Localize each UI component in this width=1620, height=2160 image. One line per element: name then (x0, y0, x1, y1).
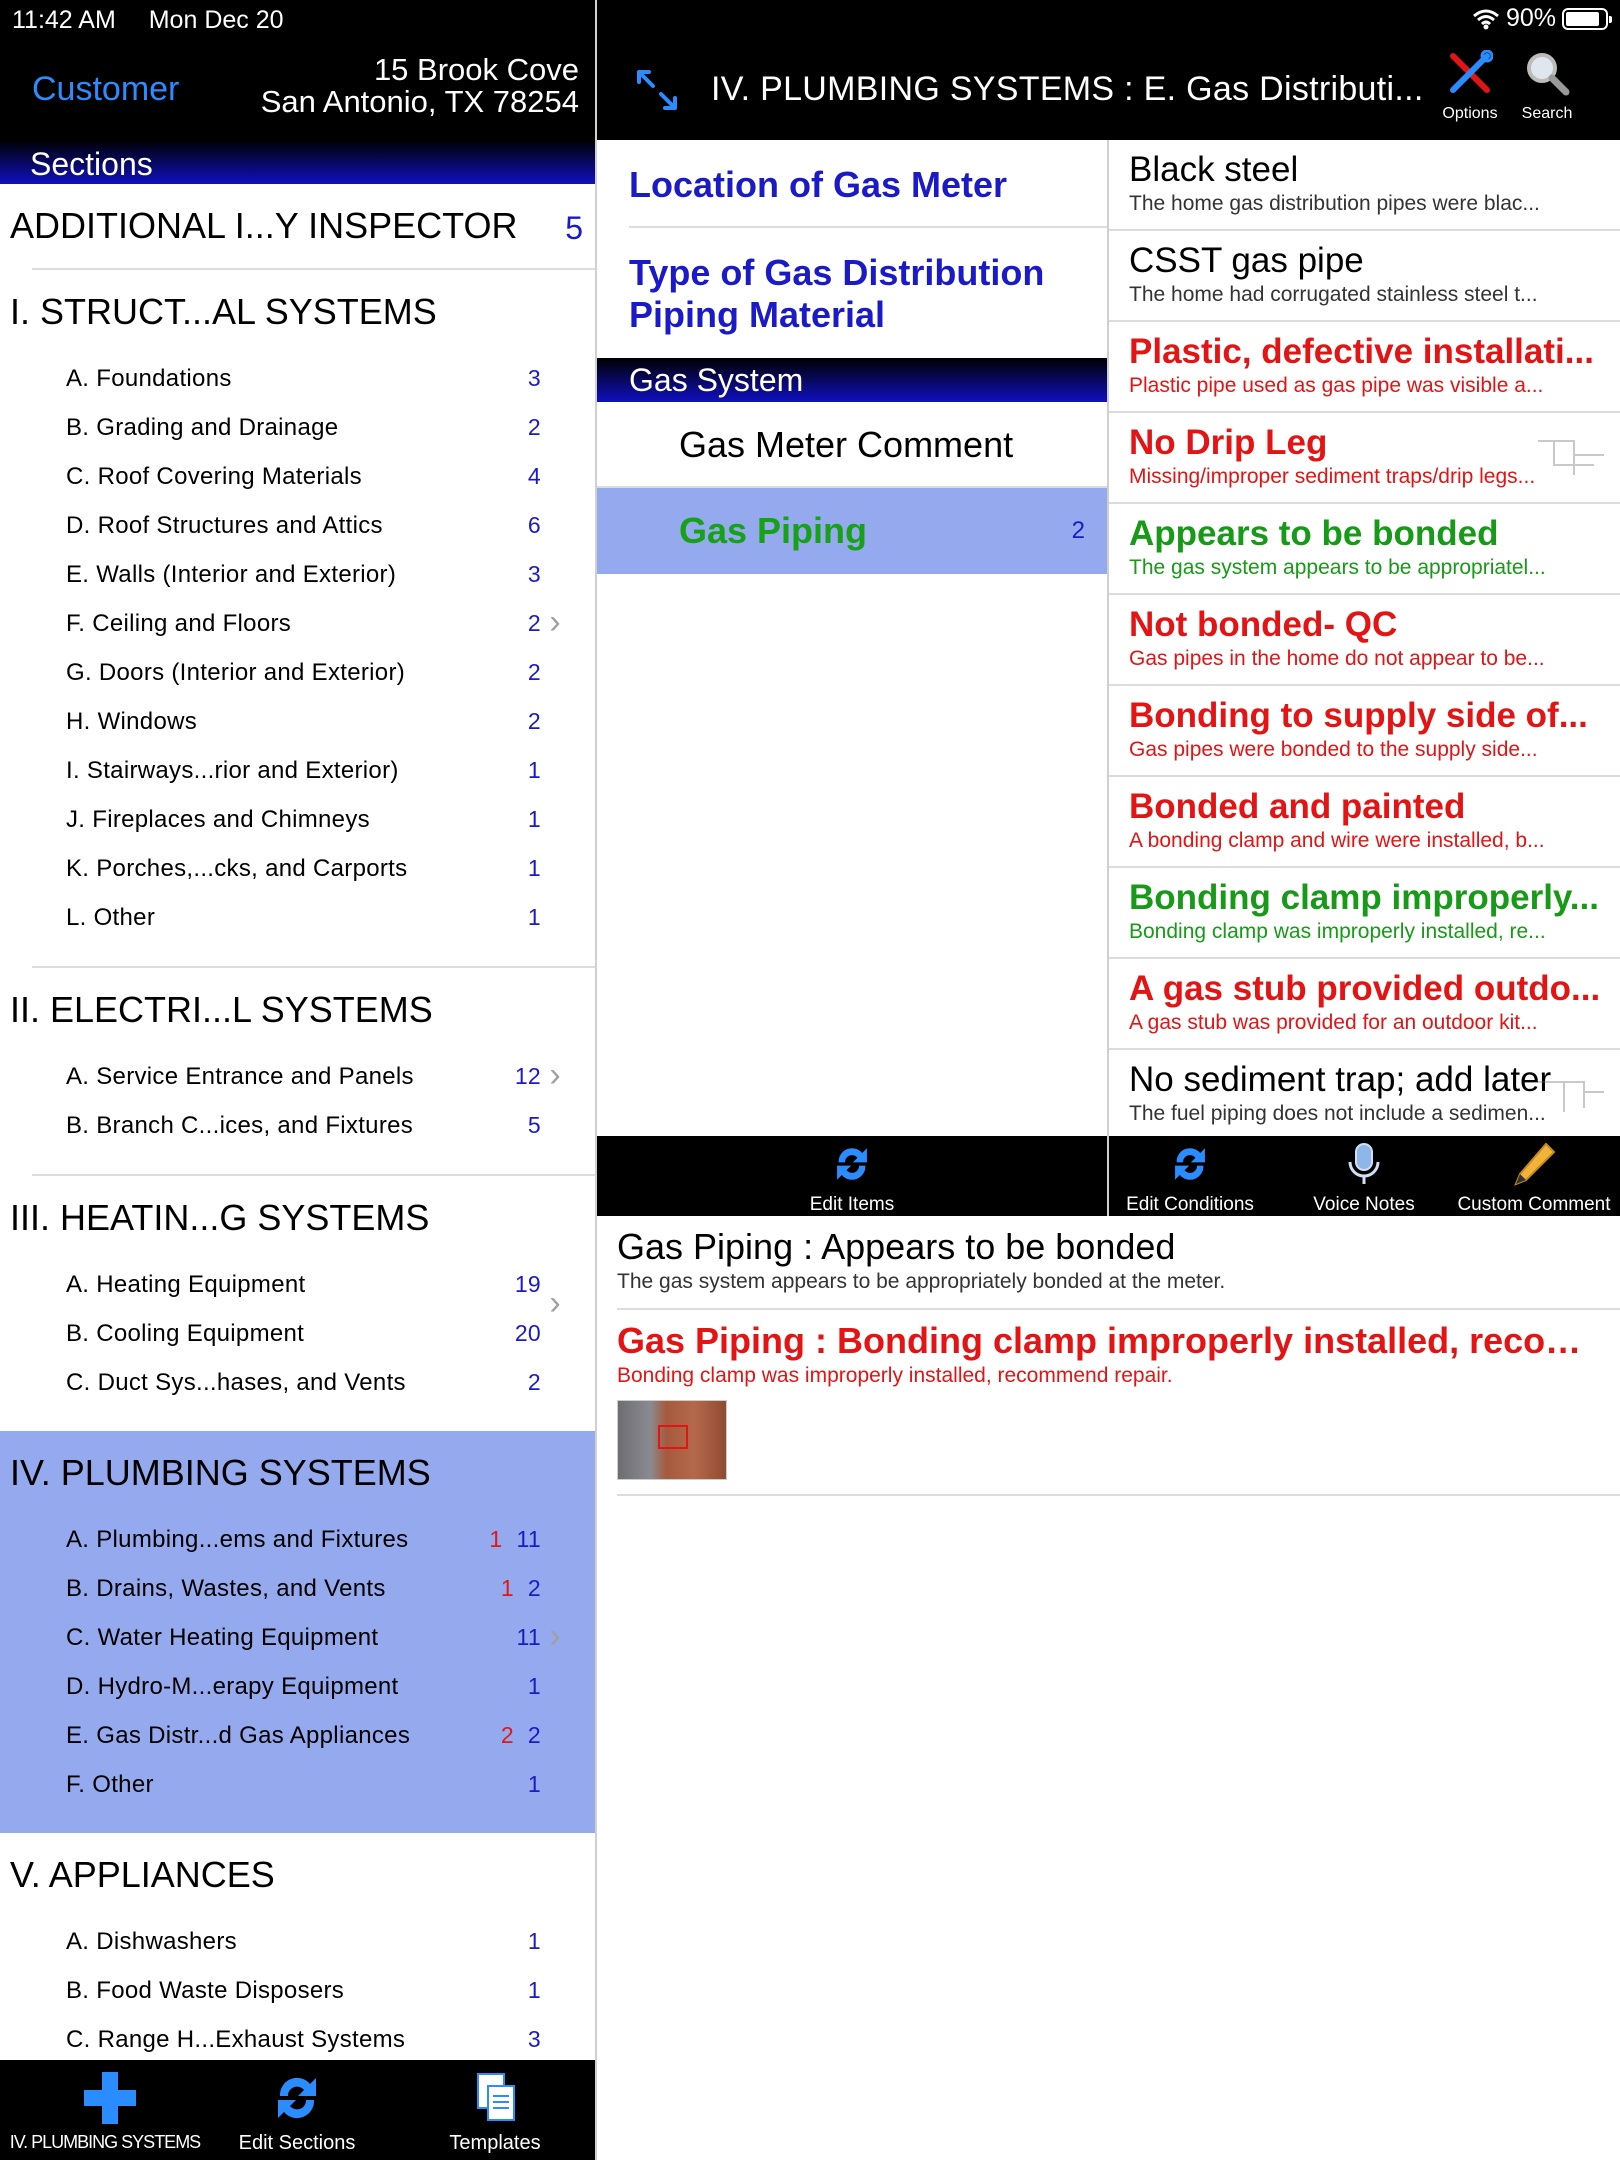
sections-list[interactable] (0, 184, 595, 2060)
section-title[interactable] (0, 1431, 595, 1515)
condition-title: Plastic, defective installati... (1129, 332, 1594, 371)
condition-desc: Gas pipes in the home do not appear to be... (1129, 647, 1545, 670)
chevron-right-icon: › (549, 603, 561, 641)
address-line-1: 15 Brook Cove (373, 52, 579, 87)
condition-desc: A bonding clamp and wire were installed, b... (1129, 829, 1545, 852)
conditions-list[interactable] (1109, 140, 1620, 1136)
edit-conditions-button[interactable] (1115, 1142, 1265, 1216)
subsection-label: D. Roof Structures and Attics (66, 512, 383, 539)
subsection-count: 1 (527, 904, 541, 930)
section-title[interactable] (0, 270, 595, 354)
templates-label: Templates (449, 2132, 541, 2154)
section-additional[interactable] (0, 184, 595, 268)
condition-desc: Bonding clamp was improperly installed, re... (1129, 920, 1546, 943)
subsection-count: 1 (527, 1977, 541, 2003)
comment-title: Gas Piping : Appears to be bonded (617, 1226, 1176, 1267)
subsection-count: 1 (527, 1673, 541, 1699)
item-count: 2 (527, 1575, 541, 1601)
section-title[interactable] (0, 1176, 595, 1260)
subsection-count: 1 (527, 806, 541, 832)
options-label: Options (1442, 105, 1498, 122)
section-plumbing[interactable] (0, 1431, 595, 1833)
subsection-label: A. Heating Equipment (66, 1271, 306, 1298)
defect-count: 1 (500, 1575, 514, 1601)
comment-desc: Bonding clamp was improperly installed, recommend repair. (617, 1364, 1173, 1387)
condition-item[interactable] (1109, 595, 1620, 686)
items-list[interactable] (597, 140, 1107, 1136)
subsection-label: C. Duct Sys...hases, and Vents (66, 1369, 406, 1396)
condition-item[interactable] (1109, 322, 1620, 413)
pencil-icon (1512, 1142, 1556, 1186)
subsection-count: 12 (514, 1063, 541, 1089)
status-bar (0, 0, 595, 40)
subsection-label: G. Doors (Interior and Exterior) (66, 659, 406, 686)
diagram-thumbnail-icon (1534, 435, 1608, 479)
subsection-label: C. Roof Covering Materials (66, 463, 362, 490)
condition-title: Bonding to supply side of... (1129, 696, 1588, 735)
subsection-item[interactable] (0, 403, 595, 452)
subsection-label: A. Foundations (66, 365, 232, 392)
refresh-icon (830, 1142, 874, 1186)
options-button[interactable] (1435, 50, 1505, 123)
tools-icon (1447, 50, 1493, 96)
subsection-count: 3 (527, 365, 541, 391)
section-title-label: II. ELECTRI...L SYSTEMS (10, 989, 433, 1030)
item-gas-piping[interactable] (597, 488, 1107, 574)
expand-icon[interactable] (635, 68, 679, 112)
subsection-count: 3 (527, 2026, 541, 2052)
subsection-count: 1 (527, 757, 541, 783)
subsection-count: 20 (514, 1320, 541, 1346)
subsection-label: B. Cooling Equipment (66, 1320, 305, 1347)
item-label: Location of Gas Meter (629, 164, 1008, 205)
subsection-item[interactable] (0, 697, 595, 746)
subsection-label: E. Gas Distr...d Gas Appliances (66, 1722, 411, 1749)
section-title[interactable] (0, 184, 595, 268)
subsection-item[interactable] (0, 1711, 595, 1760)
left-toolbar (0, 2060, 595, 2160)
item-count: 11 (516, 1526, 541, 1552)
refresh-icon (272, 2070, 322, 2126)
subsection-count: 2 (527, 1369, 541, 1395)
condition-title: A gas stub provided outdo... (1129, 969, 1601, 1008)
condition-item[interactable] (1109, 1050, 1620, 1136)
condition-desc: Missing/improper sediment traps/drip legs... (1129, 465, 1536, 488)
subsection-count: 3 (527, 561, 541, 587)
condition-desc: Plastic pipe used as gas pipe was visible a... (1129, 374, 1544, 397)
subsection-count: 6 (527, 512, 541, 538)
edit-sections-button[interactable] (222, 2070, 372, 2155)
subsection-item[interactable] (0, 1613, 595, 1662)
condition-title: Appears to be bonded (1129, 514, 1499, 553)
condition-item[interactable] (1109, 686, 1620, 777)
photo-thumbnail[interactable] (617, 1400, 727, 1480)
section-structural[interactable] (0, 270, 595, 966)
edit-conditions-label: Edit Conditions (1126, 1194, 1254, 1215)
wifi-icon (1472, 8, 1500, 30)
microphone-icon (1342, 1142, 1386, 1186)
chevron-right-icon: › (549, 1617, 561, 1655)
condition-title: CSST gas pipe (1129, 241, 1364, 280)
items-toolbar (597, 1136, 1107, 1216)
subsection-count: 2 (527, 414, 541, 440)
comment-title: Gas Piping : Bonding clamp improperly installed, recom... (617, 1320, 1607, 1361)
subsection-item[interactable] (0, 1564, 595, 1613)
subsection-item[interactable] (0, 893, 595, 942)
subsection-item[interactable] (0, 1358, 595, 1407)
address-line-2: San Antonio, TX 78254 (260, 84, 579, 119)
comment-item[interactable] (617, 1216, 1620, 1310)
voice-notes-label: Voice Notes (1313, 1194, 1415, 1215)
section-electrical[interactable] (0, 968, 595, 1174)
subsection-label: J. Fireplaces and Chimneys (66, 806, 370, 833)
section-count: 5 (565, 210, 583, 246)
battery-icon (1562, 8, 1608, 30)
item-count: 2 (1071, 517, 1085, 544)
subsection-count: 2 (527, 610, 541, 636)
condition-desc: The home had corrugated stainless steel t... (1129, 283, 1538, 306)
subsection-count: 19 (514, 1271, 541, 1297)
edit-items-label: Edit Items (809, 1194, 895, 1215)
item-location-gas-meter[interactable] (629, 140, 1107, 228)
subsection-item[interactable] (0, 648, 595, 697)
condition-desc: The gas system appears to be appropriatel... (1129, 556, 1546, 579)
item-type-gas-piping[interactable] (629, 228, 1107, 358)
condition-desc: Gas pipes were bonded to the supply side... (1129, 738, 1538, 761)
condition-title: Bonding clamp improperly... (1129, 878, 1599, 917)
custom-comment-button[interactable] (1449, 1142, 1619, 1216)
status-time: 11:42 AM (12, 6, 116, 34)
add-icon (82, 2070, 138, 2126)
item-label: Gas Piping (679, 510, 868, 551)
add-section-label: IV. PLUMBING SYSTEMS (9, 2132, 201, 2152)
subsection-label: I. Stairways...rior and Exterior) (66, 757, 399, 784)
subsection-item[interactable] (0, 1760, 595, 1809)
subsection-item[interactable] (0, 599, 595, 648)
item-label: Gas Meter Comment (679, 424, 1014, 465)
item-gas-meter-comment[interactable] (597, 402, 1107, 488)
search-label: Search (1521, 105, 1573, 122)
condition-title: No sediment trap; add later (1129, 1060, 1552, 1099)
condition-item[interactable] (1109, 504, 1620, 595)
subsection-item[interactable] (0, 452, 595, 501)
refresh-icon (1168, 1142, 1212, 1186)
subsection-item[interactable] (0, 354, 595, 403)
condition-item[interactable] (1109, 231, 1620, 322)
section-heating[interactable] (0, 1176, 595, 1431)
section-title[interactable] (0, 968, 595, 1052)
condition-desc: The home gas distribution pipes were blac... (1129, 192, 1540, 215)
item-label-line2: Piping Material (629, 294, 886, 335)
voice-notes-button[interactable] (1299, 1142, 1429, 1216)
subsection-item[interactable] (0, 1260, 595, 1322)
selected-comments (617, 1216, 1620, 2160)
section-title-label: IV. PLUMBING SYSTEMS (10, 1452, 431, 1493)
condition-item[interactable] (1109, 868, 1620, 959)
section-title[interactable] (0, 1833, 595, 1917)
subsection-label: B. Grading and Drainage (66, 414, 339, 441)
section-appliances[interactable] (0, 1833, 595, 2060)
subsection-count: 1 (527, 855, 541, 881)
section-title-label: I. STRUCT...AL SYSTEMS (10, 291, 437, 332)
condition-desc: The fuel piping does not include a sedimen... (1129, 1102, 1546, 1125)
templates-button[interactable] (420, 2070, 570, 2155)
subsection-count (501, 1564, 541, 1613)
subsection-label: B. Drains, Wastes, and Vents (66, 1575, 386, 1602)
condition-item[interactable] (1109, 959, 1620, 1050)
subsection-count (489, 1515, 541, 1564)
templates-icon (470, 2070, 520, 2126)
subsection-count (501, 1711, 541, 1760)
subsection-count: 5 (527, 1112, 541, 1138)
group-header: Gas System (597, 358, 1107, 402)
search-icon (1524, 50, 1570, 96)
status-date: Mon Dec 20 (148, 6, 284, 34)
subsection-item[interactable] (0, 1662, 595, 1711)
subsection-label: H. Windows (66, 708, 198, 735)
subsection-item[interactable] (0, 1309, 595, 1358)
subsection-count: 2 (527, 708, 541, 734)
subsection-label: L. Other (66, 904, 156, 931)
subsection-item[interactable] (0, 2015, 595, 2060)
defect-count: 2 (500, 1722, 514, 1748)
subsection-label: F. Ceiling and Floors (66, 610, 292, 637)
conditions-toolbar (1109, 1136, 1620, 1216)
add-section-button[interactable] (0, 2070, 220, 2153)
subsection-label: A. Plumbing...ems and Fixtures (66, 1526, 409, 1553)
condition-title: Bonded and painted (1129, 787, 1466, 826)
chevron-right-icon: › (549, 1284, 561, 1322)
chevron-right-icon: › (549, 1056, 561, 1094)
search-button[interactable] (1512, 50, 1582, 123)
subsection-label: K. Porches,...cks, and Carports (66, 855, 408, 882)
subsection-item[interactable] (0, 1101, 595, 1150)
condition-title: Black steel (1129, 150, 1299, 189)
comment-desc: The gas system appears to be appropriately bonded at the meter. (617, 1270, 1226, 1293)
subsection-item[interactable] (0, 1052, 595, 1101)
condition-item[interactable] (1109, 777, 1620, 868)
page-title: IV. PLUMBING SYSTEMS : E. Gas Distributi... (711, 70, 1424, 108)
subsection-label: C. Water Heating Equipment (66, 1624, 379, 1651)
condition-title: Not bonded- QC (1129, 605, 1398, 644)
custom-comment-label: Custom Comment (1457, 1194, 1611, 1215)
subsection-label: A. Dishwashers (66, 1928, 237, 1955)
status-indicators (1472, 4, 1608, 33)
subsection-item[interactable] (0, 844, 595, 893)
defect-count: 1 (489, 1526, 503, 1552)
edit-sections-label: Edit Sections (238, 2132, 356, 2154)
item-count: 2 (527, 1722, 541, 1748)
subsection-item[interactable] (0, 501, 595, 550)
customer-button[interactable]: Customer (32, 70, 180, 108)
section-title-label: III. HEATIN...G SYSTEMS (10, 1197, 430, 1238)
condition-desc: A gas stub was provided for an outdoor kit... (1129, 1011, 1538, 1034)
subsection-item[interactable] (0, 795, 595, 844)
subsection-item[interactable] (0, 746, 595, 795)
subsection-label: B. Branch C...ices, and Fixtures (66, 1112, 414, 1139)
subsection-label: A. Service Entrance and Panels (66, 1063, 414, 1090)
subsection-count: 4 (527, 463, 541, 489)
edit-items-button[interactable] (777, 1142, 927, 1216)
subsection-item[interactable] (0, 550, 595, 599)
subsection-label: D. Hydro-M...erapy Equipment (66, 1673, 399, 1700)
condition-item[interactable] (1109, 140, 1620, 231)
subsection-count: 2 (527, 659, 541, 685)
battery-percent: 90% (1505, 4, 1556, 32)
subsection-item[interactable] (0, 1515, 595, 1564)
condition-item[interactable] (1109, 413, 1620, 504)
condition-title: No Drip Leg (1129, 423, 1328, 462)
subsection-count: 1 (527, 1928, 541, 1954)
diagram-thumbnail-icon (1534, 1072, 1608, 1116)
comment-item[interactable] (617, 1310, 1620, 1496)
subsection-item[interactable] (0, 1966, 595, 2015)
subsection-item[interactable] (0, 1917, 595, 1966)
subsection-label: F. Other (66, 1771, 154, 1798)
right-header (597, 0, 1620, 140)
address (261, 54, 579, 118)
item-label-line1: Type of Gas Distribution (629, 252, 1045, 293)
sections-header: Sections (0, 140, 595, 184)
subsection-count: 11 (516, 1624, 541, 1650)
section-title-label: V. APPLIANCES (10, 1854, 275, 1895)
subsection-label: E. Walls (Interior and Exterior) (66, 561, 397, 588)
section-title-label: ADDITIONAL I...Y INSPECTOR (10, 205, 518, 246)
subsection-count: 1 (527, 1771, 541, 1797)
subsection-label: C. Range H...Exhaust Systems (66, 2026, 406, 2053)
subsection-label: B. Food Waste Disposers (66, 1977, 345, 2004)
